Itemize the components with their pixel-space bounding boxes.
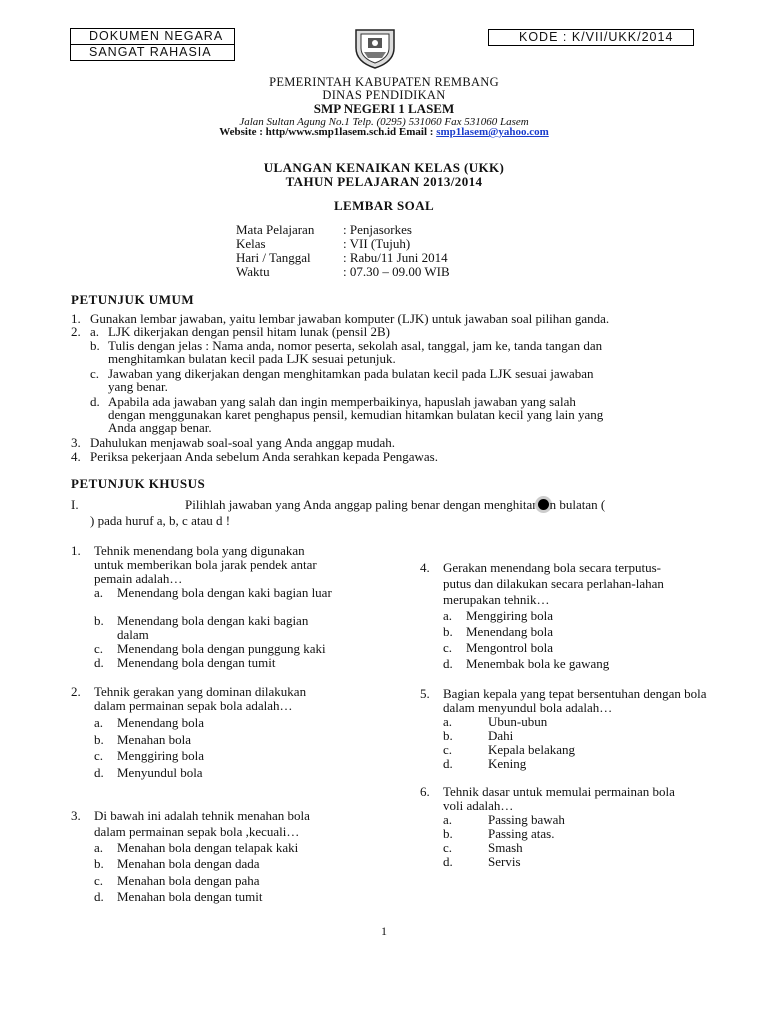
roman-numeral: I. bbox=[71, 497, 79, 512]
question-6-option-b[interactable]: Passing atas. bbox=[488, 826, 555, 841]
instruction-2a: LJK dikerjakan dengan pensil hitam lunak (pensil 2B) bbox=[108, 324, 390, 339]
question-5-text-1: Bagian kepala yang tepat bersentuhan dengan bola bbox=[443, 686, 707, 701]
filled-circle-icon bbox=[538, 499, 549, 510]
question-6-option-a[interactable]: Passing bawah bbox=[488, 812, 565, 827]
option-letter: d. bbox=[443, 854, 453, 869]
question-3-option-c[interactable]: Menahan bola dengan paha bbox=[117, 873, 260, 888]
option-letter: d. bbox=[94, 889, 104, 904]
sheet-title: LEMBAR SOAL bbox=[333, 198, 435, 213]
question-2-option-c[interactable]: Menggiring bola bbox=[117, 748, 205, 763]
instruction-2d: Apabila ada jawaban yang salah dan ingin memperbaikinya, hapuslah jawaban yang salah bbox=[108, 394, 576, 409]
question-6-text-2: voli adalah… bbox=[443, 798, 514, 813]
option-letter: c. bbox=[443, 840, 453, 855]
instruction-number: 3. bbox=[71, 435, 81, 450]
sub-letter: a. bbox=[90, 324, 100, 339]
question-5-option-a[interactable]: Ubun-ubun bbox=[488, 714, 548, 729]
field-label-date: Hari / Tanggal bbox=[236, 250, 311, 265]
question-5-option-d[interactable]: Kening bbox=[488, 756, 527, 771]
special-instructions-heading: PETUNJUK KHUSUS bbox=[71, 476, 206, 491]
school-name: SMP NEGERI 1 LASEM bbox=[313, 101, 455, 116]
sub-letter: c. bbox=[90, 366, 100, 381]
question-5-option-c[interactable]: Kepala belakang bbox=[488, 742, 575, 757]
question-4-option-d[interactable]: Menembak bola ke gawang bbox=[466, 656, 610, 671]
regency-emblem-icon bbox=[352, 26, 398, 70]
field-value-class: : VII (Tujuh) bbox=[343, 236, 411, 251]
option-letter: c. bbox=[94, 873, 104, 888]
question-3-text-1: Di bawah ini adalah tehnik menahan bola bbox=[94, 808, 310, 823]
code-box bbox=[488, 29, 694, 46]
field-value-time: : 07.30 – 09.00 WIB bbox=[343, 264, 450, 279]
question-1-text-3: pemain adalah… bbox=[94, 571, 183, 586]
option-letter: b. bbox=[94, 732, 104, 747]
option-letter: a. bbox=[443, 714, 453, 729]
instruction-number: 4. bbox=[71, 449, 81, 464]
option-letter: d. bbox=[443, 656, 453, 671]
option-letter: c. bbox=[443, 640, 453, 655]
special-instruction-text-b: n bulatan ( bbox=[549, 497, 606, 512]
option-letter: b. bbox=[94, 856, 104, 871]
special-instruction-line2: ) pada huruf a, b, c atau d ! bbox=[90, 513, 231, 528]
question-4-text-1: Gerakan menendang bola secara terputus- bbox=[443, 560, 662, 575]
question-4-text-3: merupakan tehnik… bbox=[443, 592, 550, 607]
question-4-option-a[interactable]: Menggiring bola bbox=[466, 608, 554, 623]
sub-letter: b. bbox=[90, 338, 100, 353]
question-2-text-1: Tehnik gerakan yang dominan dilakukan bbox=[94, 684, 307, 699]
option-letter: b. bbox=[443, 826, 453, 841]
instruction-3: Dahulukan menjawab soal-soal yang Anda anggap mudah. bbox=[90, 435, 396, 450]
instruction-2d-cont: dengan menggunakan karet penghapus pensil, kemudian hitamkan bulatan kecil yang lain yang bbox=[108, 407, 604, 422]
question-1-option-b-cont[interactable]: dalam bbox=[117, 627, 149, 642]
option-letter: b. bbox=[443, 728, 453, 743]
question-number: 4. bbox=[420, 560, 430, 575]
special-instruction-line1 bbox=[185, 497, 605, 512]
website-line bbox=[0, 126, 768, 138]
exam-title: ULANGAN KENAIKAN KELAS (UKK) bbox=[263, 160, 505, 175]
doc-class-box-1 bbox=[70, 28, 235, 45]
option-letter: b. bbox=[94, 613, 104, 628]
instruction-2d-cont2: Anda anggap benar. bbox=[108, 420, 212, 435]
question-3-text-2: dalam permainan sepak bola ,kecuali… bbox=[94, 824, 300, 839]
option-letter: d. bbox=[94, 765, 104, 780]
question-4-text-2: putus dan dilakukan secara perlahan-lahan bbox=[443, 576, 664, 591]
field-value-date: : Rabu/11 Juni 2014 bbox=[343, 250, 448, 265]
option-letter: c. bbox=[94, 641, 104, 656]
question-number: 6. bbox=[420, 784, 430, 799]
question-1-option-d[interactable]: Menendang bola dengan tumit bbox=[117, 655, 276, 670]
question-number: 2. bbox=[71, 684, 81, 699]
doc-class-box-2 bbox=[70, 44, 235, 61]
option-letter: d. bbox=[94, 655, 104, 670]
question-4-option-c[interactable]: Mengontrol bola bbox=[466, 640, 554, 655]
question-2-text-2: dalam permainan sepak bola adalah… bbox=[94, 698, 293, 713]
question-3-option-a[interactable]: Menahan bola dengan telapak kaki bbox=[117, 840, 299, 855]
website-label: Website : http/www.smp1lasem.sch.id Email : bbox=[219, 126, 437, 138]
question-2-option-d[interactable]: Menyundul bola bbox=[117, 765, 203, 780]
instruction-4: Periksa pekerjaan Anda sebelum Anda serahkan kepada Pengawas. bbox=[90, 449, 438, 464]
email-link[interactable]: smp1lasem@yahoo.com bbox=[436, 126, 549, 138]
sub-letter: d. bbox=[90, 394, 100, 409]
doc-class-label: DOKUMEN NEGARA bbox=[89, 29, 224, 43]
option-letter: a. bbox=[443, 608, 453, 623]
instruction-2b: Tulis dengan jelas : Nama anda, nomor peserta, sekolah asal, tanggal, jam ke, tanda tangan dan bbox=[108, 338, 603, 353]
dept-name: DINAS PENDIDIKAN bbox=[322, 88, 446, 102]
instruction-2c: Jawaban yang dikerjakan dengan menghitamkan pada bulatan kecil pada LJK sesuai jawaban bbox=[108, 366, 594, 381]
gov-name: PEMERINTAH KABUPATEN REMBANG bbox=[269, 75, 499, 89]
question-1-text-1: Tehnik menendang bola yang digunakan bbox=[94, 543, 305, 558]
field-label-class: Kelas bbox=[236, 236, 266, 251]
page-number: 1 bbox=[381, 924, 387, 938]
question-number: 1. bbox=[71, 543, 81, 558]
option-letter: d. bbox=[443, 756, 453, 771]
question-1-option-a[interactable]: Menendang bola dengan kaki bagian luar bbox=[117, 585, 332, 600]
special-instruction-text: Pilihlah jawaban yang Anda anggap paling benar dengan menghitar bbox=[185, 497, 537, 512]
question-5-option-b[interactable]: Dahi bbox=[488, 728, 514, 743]
question-6-option-c[interactable]: Smash bbox=[488, 840, 523, 855]
question-1-option-c[interactable]: Menendang bola dengan punggung kaki bbox=[117, 641, 326, 656]
option-letter: a. bbox=[94, 840, 104, 855]
option-letter: b. bbox=[443, 624, 453, 639]
question-2-option-a[interactable]: Menendang bola bbox=[117, 715, 205, 730]
instruction-2b-cont: menghitamkan bulatan kecil pada LJK sesuai petunjuk. bbox=[108, 351, 396, 366]
question-5-text-2: dalam menyundul bola adalah… bbox=[443, 700, 613, 715]
field-value-subject: : Penjasorkes bbox=[343, 222, 412, 237]
question-2-option-b[interactable]: Menahan bola bbox=[117, 732, 192, 747]
option-letter: c. bbox=[443, 742, 453, 757]
question-1-option-b[interactable]: Menendang bola dengan kaki bagian bbox=[117, 613, 309, 628]
general-instructions-heading: PETUNJUK UMUM bbox=[71, 292, 195, 307]
question-6-option-d[interactable]: Servis bbox=[488, 854, 521, 869]
option-letter: a. bbox=[443, 812, 453, 827]
question-number: 5. bbox=[420, 686, 430, 701]
instruction-2c-cont: yang benar. bbox=[108, 379, 168, 394]
code-label: KODE : K/VII/UKK/2014 bbox=[519, 30, 674, 44]
field-label-subject: Mata Pelajaran bbox=[236, 222, 315, 237]
instruction-number: 2. bbox=[71, 324, 81, 339]
option-letter: a. bbox=[94, 585, 104, 600]
option-letter: a. bbox=[94, 715, 104, 730]
school-address: Jalan Sultan Agung No.1 Telp. (0295) 531060 Fax 531060 Lasem bbox=[239, 116, 529, 128]
question-4-option-b[interactable]: Menendang bola bbox=[466, 624, 554, 639]
doc-secret-label: SANGAT RAHASIA bbox=[89, 45, 212, 59]
field-label-time: Waktu bbox=[236, 264, 270, 279]
question-1-text-2: untuk memberikan bola jarak pendek antar bbox=[94, 557, 317, 572]
option-letter: c. bbox=[94, 748, 104, 763]
question-6-text-1: Tehnik dasar untuk memulai permainan bola bbox=[443, 784, 675, 799]
question-3-option-b[interactable]: Menahan bola dengan dada bbox=[117, 856, 260, 871]
question-number: 3. bbox=[71, 808, 81, 823]
instruction-1: Gunakan lembar jawaban, yaitu lembar jawaban komputer (LJK) untuk jawaban soal pilihan ganda. bbox=[90, 311, 610, 326]
exam-year: TAHUN PELAJARAN 2013/2014 bbox=[285, 174, 483, 189]
instruction-number: 1. bbox=[71, 311, 81, 326]
question-3-option-d[interactable]: Menahan bola dengan tumit bbox=[117, 889, 263, 904]
